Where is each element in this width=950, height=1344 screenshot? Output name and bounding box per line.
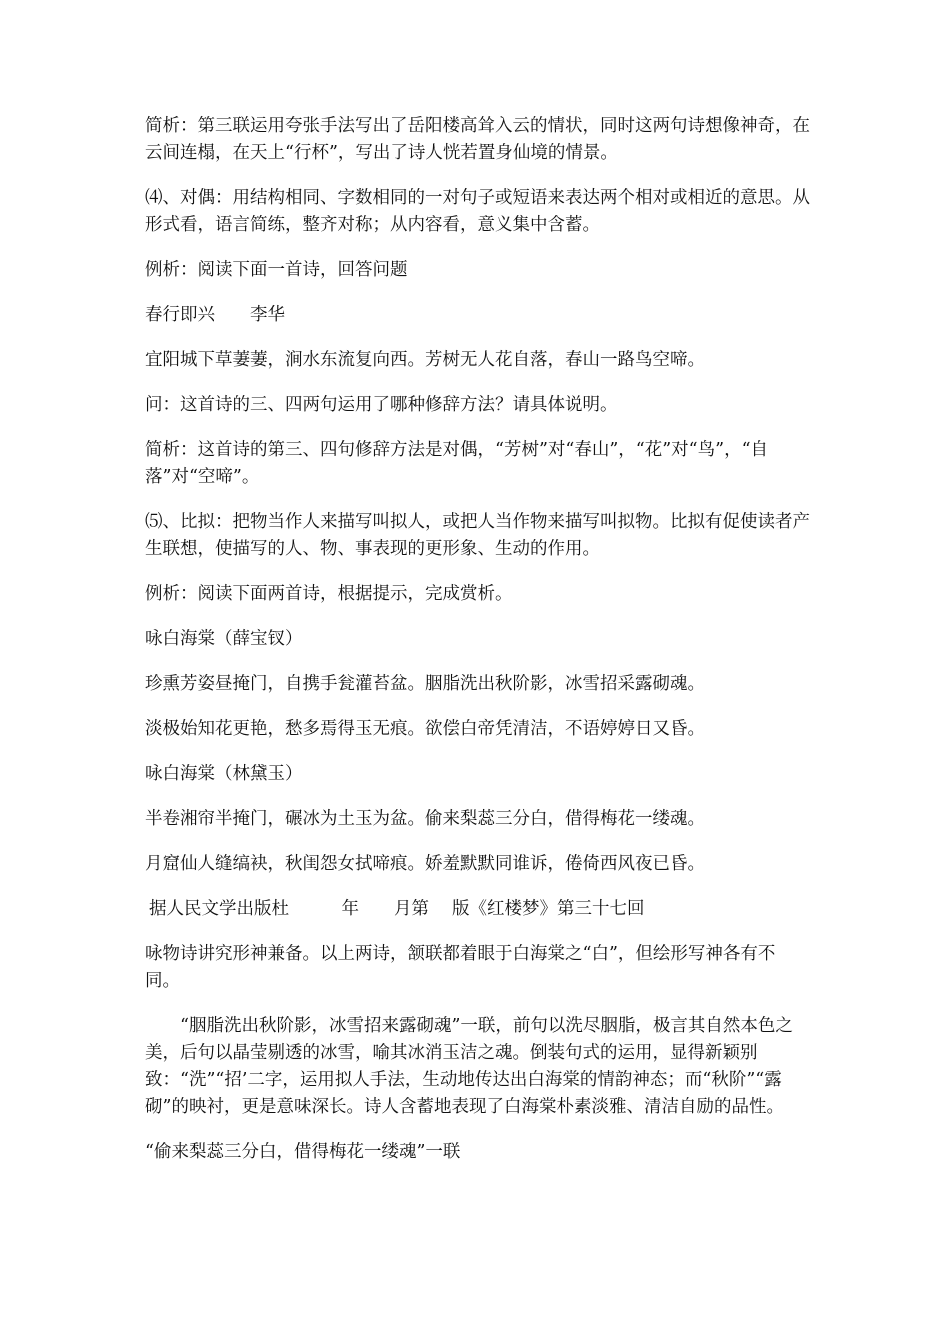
paragraph-appreciation-xue: “胭脂洗出秋阶影，冰雪招来露砌魂”一联，前句以洗尽胭脂，极言其自然本色之美，后句以晶莹剔透的冰雪，喻其冰消玉洁之魂。倒装句式的运用，显得新颖别致：“洗”“招’二字，运用拟人手法，生动地传达出白海棠的情韵神态；而“秋阶”“露砌”的映衬，更是意味深长。诗人含蓄地表现了白海棠朴素淡雅、清洁自励的品性。 — [145, 1016, 793, 1117]
paragraph-analysis-antithesis: 简析：这首诗的第三、四句修辞方法是对偶，“芳树”对“春山”，“花”对“鸟”，“自落”对“空啼”。 — [145, 440, 769, 487]
poem-xue-line-1: 珍熏芳姿昼掩门，自携手瓮灌苔盆。胭脂洗出秋阶影，冰雪招采露砌魂。 — [145, 674, 705, 694]
poem-text-chunxing: 宜阳城下草萋萋，涧水东流复向西。芳树无人花自落，春山一路鸟空啼。 — [145, 350, 705, 370]
paragraph-appreciation-intro: 咏物诗讲究形神兼备。以上两诗，颔联都着眼于白海棠之“白”，但绘形写神各有不同。 — [145, 944, 776, 991]
paragraph-personification-definition: ⑸、比拟：把物当作人来描写叫拟人，或把人当作物来描写叫拟物。比拟有促使读者产生联想，使描写的人、物、事表现的更形象、生动的作用。 — [145, 512, 810, 559]
paragraph-appreciation-lin: “偷来梨蕊三分白，借得梅花一缕魂”一联 — [145, 1142, 461, 1162]
paragraph-analysis-hyperbole: 简析：第三联运用夸张手法写出了岳阳楼高耸入云的情状，同时这两句诗想像神奇，在云间连榻，在天上“行杯”，写出了诗人恍若置身仙境的情景。 — [145, 116, 810, 163]
paragraph-example-intro-2: 例析：阅读下面两首诗，根据提示，完成赏析。 — [145, 584, 513, 604]
source-citation: 据人民文学出版杜 年 月第 版《红楼梦》第三十七回 — [149, 899, 645, 919]
paragraph-antithesis-definition: ⑷、对偶：用结构相同、字数相同的一对句子或短语来表达两个相对或相近的意思。从形式看，语言简练，整齐对称；从内容看，意义集中含蓄。 — [145, 188, 810, 235]
question-text: 问：这首诗的三、四两句运用了哪种修辞方法？请具体说明。 — [145, 395, 618, 415]
poem-title-lin: 咏白海棠（林黛玉） — [145, 764, 303, 784]
poem-xue-line-2: 淡极始知花更艳，愁多焉得玉无痕。欲偿白帝凭清洁，不语婷婷日又昏。 — [145, 719, 705, 739]
poem-title-chunxing: 春行即兴 李华 — [145, 305, 285, 325]
poem-lin-line-2: 月窟仙人缝缟袂，秋闺怨女拭啼痕。娇羞默默同谁诉，倦倚西风夜已昏。 — [145, 854, 705, 874]
poem-lin-line-1: 半卷湘帘半掩门，碾冰为土玉为盆。偷来梨蕊三分白，借得梅花一缕魂。 — [145, 809, 705, 829]
paragraph-example-intro-1: 例析：阅读下面一首诗，回答问题 — [145, 260, 408, 280]
poem-title-xue: 咏白海棠（薛宝钗） — [145, 629, 303, 649]
document-body — [145, 113, 810, 1184]
